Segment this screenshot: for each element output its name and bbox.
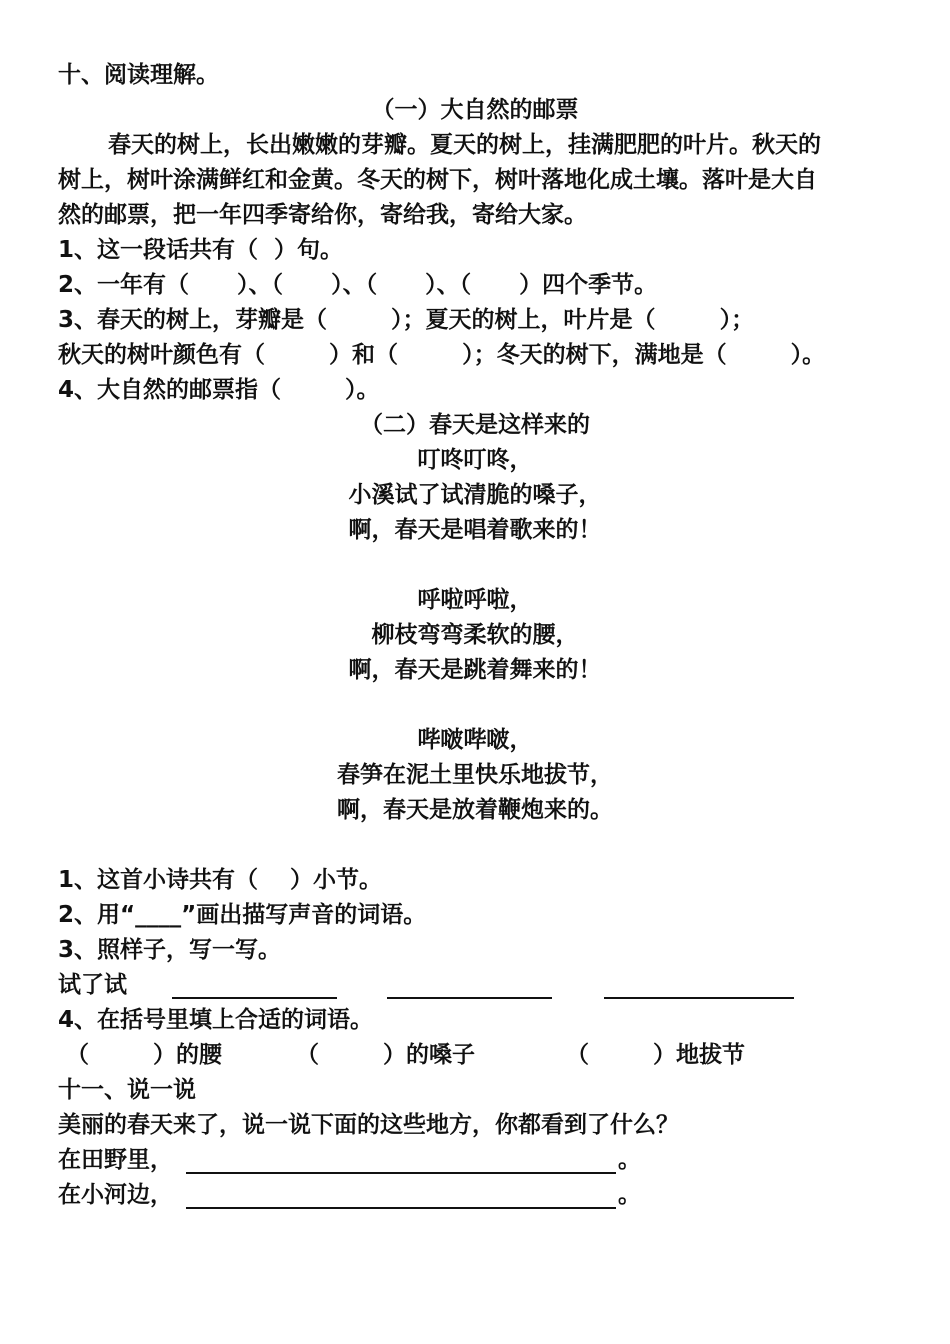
part-2-question-1: 1、这首小诗共有（ ）小节。 [58, 867, 383, 893]
part-2-title: （二）春天是这样来的 [360, 412, 590, 438]
section-11-prompt: 美丽的春天来了，说一说下面的这些地方，你都看到了什么？ [58, 1112, 679, 1138]
example-word: 试了试 [58, 972, 127, 998]
field-answer-label: 在田野里， [58, 1147, 173, 1173]
section-10-heading: 十、阅读理解。 [58, 62, 219, 88]
answer-blank-1[interactable] [172, 997, 337, 999]
passage-line-3: 然的邮票，把一年四季寄给你，寄给我，寄给大家。 [58, 202, 587, 228]
field-answer-line[interactable] [186, 1172, 616, 1174]
part-1-question-1: 1、这一段话共有（ ）句。 [58, 237, 344, 263]
poem-line: 柳枝弯弯柔软的腰， [371, 622, 579, 648]
fill-item-voice: （ ）的嗓子 [296, 1042, 476, 1068]
part-1-question-3a: 3、春天的树上，芽瓣是（ ）；夏天的树上，叶片是（ ）； [58, 307, 755, 333]
part-2-question-4: 4、在括号里填上合适的词语。 [58, 1007, 374, 1033]
part-1-title: （一）大自然的邮票 [371, 97, 579, 123]
river-answer-label: 在小河边， [58, 1182, 173, 1208]
part-1-question-2: 2、一年有（ ）、（ ）、（ ）、（ ）四个季节。 [58, 272, 658, 298]
poem-line: 啊，春天是跳着舞来的！ [348, 657, 602, 683]
passage-line-1: 春天的树上，长出嫩嫩的芽瓣。夏天的树上，挂满肥肥的叶片。秋天的 [108, 132, 821, 158]
section-11-heading: 十一、说一说 [58, 1077, 196, 1103]
poem-line: 啊，春天是放着鞭炮来的。 [337, 797, 613, 823]
poem-line: 春笋在泥土里快乐地拔节， [337, 762, 613, 788]
part-1-question-4: 4、大自然的邮票指（ ）。 [58, 377, 380, 403]
poem-line: 哔啵哔啵， [417, 727, 533, 753]
river-answer-line[interactable] [186, 1207, 616, 1209]
part-2-question-2: 2、用“____”画出描写声音的词语。 [58, 902, 427, 928]
fill-item-waist: （ ）的腰 [66, 1042, 223, 1068]
period: 。 [618, 1182, 641, 1208]
part-1-question-3b: 秋天的树叶颜色有（ ）和（ ）；冬天的树下，满地是（ ）。 [58, 342, 826, 368]
period: 。 [618, 1147, 641, 1173]
part-2-question-3: 3、照样子，写一写。 [58, 937, 282, 963]
poem-line: 叮咚叮咚， [417, 447, 533, 473]
poem-line: 小溪试了试清脆的嗓子， [348, 482, 602, 508]
fill-item-grow: （ ）地拔节 [566, 1042, 746, 1068]
poem-line: 啊，春天是唱着歌来的！ [348, 517, 602, 543]
passage-line-2: 树上，树叶涂满鲜红和金黄。冬天的树下，树叶落地化成土壤。落叶是大自 [58, 167, 817, 193]
poem-line: 呼啦呼啦， [417, 587, 533, 613]
answer-blank-2[interactable] [387, 997, 552, 999]
answer-blank-3[interactable] [604, 997, 794, 999]
